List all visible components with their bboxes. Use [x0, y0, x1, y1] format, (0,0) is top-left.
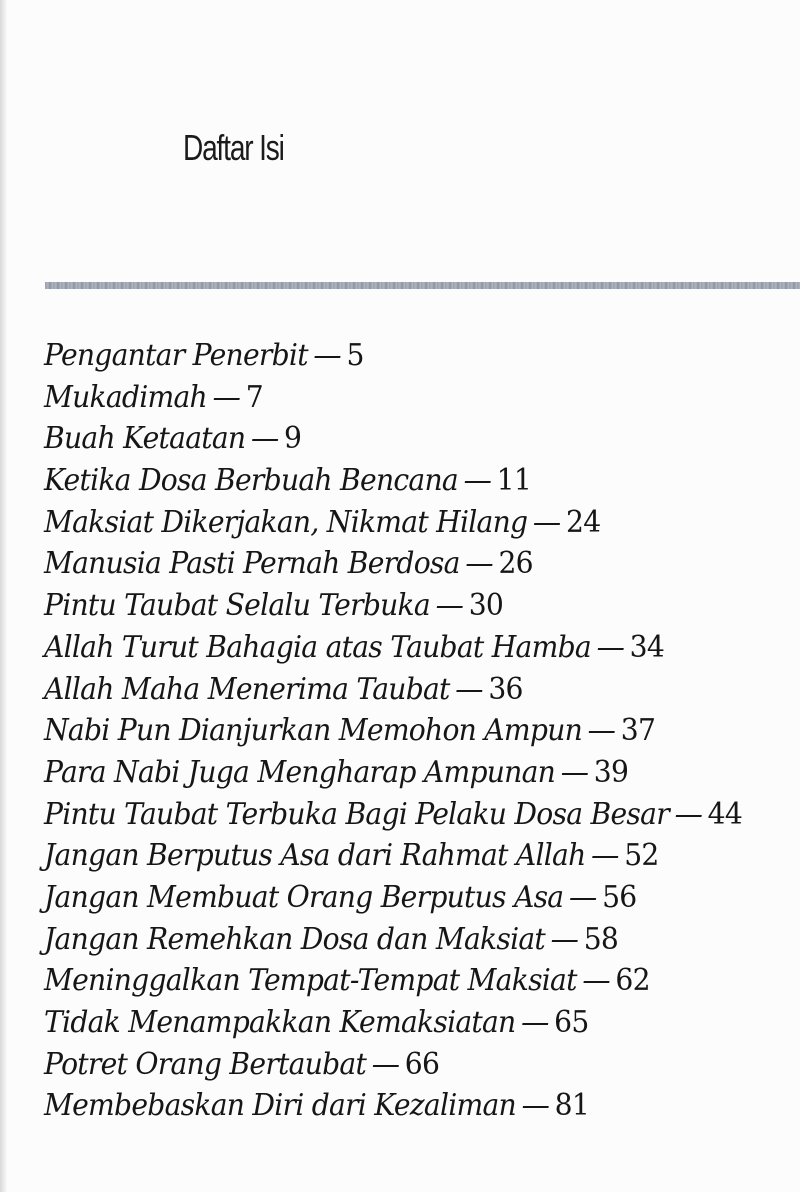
toc-separator: —: [463, 463, 492, 499]
toc-entry-title: Maksiat Dikerjakan, Nikmat Hilang: [44, 504, 528, 540]
toc-entry-title: Allah Turut Bahagia atas Taubat Hamba: [44, 629, 591, 665]
toc-entry-page: 52: [624, 838, 659, 874]
toc-entry-title: Meninggalkan Tempat-Tempat Maksiat: [44, 963, 577, 999]
toc-separator: —: [587, 713, 616, 749]
toc-entry: [44, 502, 742, 544]
toc-separator: —: [591, 838, 619, 874]
toc-entry: [44, 460, 742, 502]
toc-entry: [44, 752, 742, 794]
toc-entry-page: 26: [498, 546, 533, 582]
toc-entry-title: Membebaskan Diri dari Kezaliman: [44, 1088, 516, 1124]
toc-entry: [44, 543, 742, 585]
toc-separator: —: [250, 421, 279, 457]
toc-entry: [44, 335, 742, 377]
toc-entry-title: Para Nabi Juga Mengharap Ampunan: [44, 754, 556, 790]
toc-separator: —: [212, 379, 241, 415]
toc-entry-page: 30: [468, 588, 504, 624]
toc-entry: [44, 835, 742, 877]
toc-entry-title: Jangan Berputus Asa dari Rahmat Allah: [44, 838, 586, 874]
toc-entry-page: 11: [496, 463, 532, 499]
toc-separator: —: [313, 338, 341, 373]
toc-entry-page: 36: [488, 671, 523, 707]
toc-separator: —: [455, 671, 483, 707]
toc-entry-page: 7: [245, 379, 263, 415]
toc-entry: [44, 794, 742, 836]
toc-entry-title: Tidak Menampakkan Kemaksiatan: [44, 1005, 516, 1040]
toc-entry: [44, 669, 742, 711]
toc-separator: —: [532, 504, 561, 540]
heading-divider: [45, 282, 800, 289]
toc-entry: [44, 877, 742, 919]
toc-entry-page: 37: [620, 713, 656, 749]
toc-entry-title: Mukadimah: [44, 379, 207, 415]
toc-entry: [44, 585, 742, 627]
toc-entry: [44, 960, 742, 1002]
toc-entry: [44, 1044, 742, 1086]
toc-entry-title: Jangan Remehkan Dosa dan Maksiat: [44, 921, 545, 957]
toc-entry-title: Pintu Taubat Terbuka Bagi Pelaku Dosa Besar: [44, 796, 669, 832]
toc-entry: [44, 1085, 742, 1127]
toc-separator: —: [569, 879, 597, 915]
toc-entry: [44, 627, 742, 669]
toc-separator: —: [465, 546, 493, 582]
toc-entry-page: 81: [554, 1088, 590, 1124]
toc-separator: —: [560, 754, 589, 790]
toc-entry: [44, 418, 742, 460]
toc-separator: —: [674, 796, 703, 832]
toc-entry-title: Buah Ketaatan: [44, 421, 246, 457]
toc-separator: —: [582, 963, 610, 999]
toc-entry: [44, 710, 742, 752]
toc-entry-title: Jangan Membuat Orang Berputus Asa: [44, 879, 564, 915]
page-title: Daftar Isi: [183, 127, 284, 168]
toc-separator: —: [550, 921, 579, 957]
toc-entry-title: Nabi Pun Dianjurkan Memohon Ampun: [44, 713, 583, 749]
toc-entry-page: 56: [602, 879, 637, 915]
toc-entry-title: Ketika Dosa Berbuah Bencana: [44, 463, 458, 499]
toc-entry-page: 44: [707, 796, 743, 832]
toc-entry-title: Pengantar Penerbit: [44, 338, 308, 373]
toc-entry-title: Allah Maha Menerima Taubat: [44, 671, 450, 707]
toc-entry-page: 9: [284, 421, 302, 457]
toc-entry-page: 62: [615, 963, 650, 999]
toc-separator: —: [521, 1088, 550, 1124]
toc-entry-page: 34: [629, 629, 665, 665]
toc-entry-page: 5: [346, 338, 364, 373]
toc-entry-page: 66: [404, 1046, 440, 1082]
toc-entry: [44, 1002, 742, 1044]
toc-entry-title: Pintu Taubat Selalu Terbuka: [44, 588, 430, 624]
toc-entry-page: 58: [583, 921, 619, 957]
toc-entry: [44, 377, 742, 419]
toc-entry-title: Manusia Pasti Pernah Berdosa: [44, 546, 460, 582]
toc-separator: —: [521, 1005, 549, 1040]
toc-separator: —: [435, 588, 464, 624]
toc-entry-page: 24: [566, 504, 601, 540]
toc-separator: —: [371, 1046, 400, 1082]
table-of-contents: [44, 335, 742, 1127]
toc-entry: [44, 919, 742, 961]
toc-entry-page: 39: [593, 754, 629, 790]
toc-separator: —: [596, 629, 625, 665]
toc-entry-page: 65: [554, 1005, 589, 1040]
page-edge-shadow: [0, 0, 7, 1192]
toc-entry-title: Potret Orang Bertaubat: [44, 1046, 367, 1082]
